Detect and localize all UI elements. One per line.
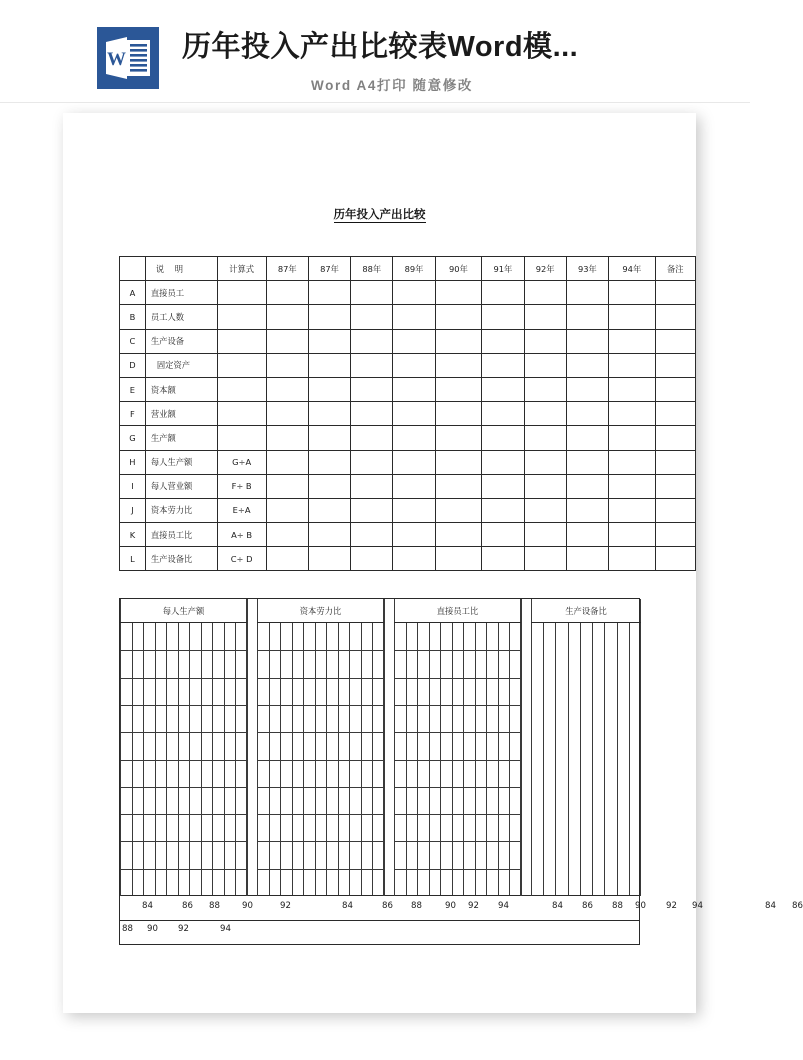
table-row	[120, 377, 696, 401]
cell-C-89年[interactable]	[393, 329, 435, 353]
axis-tick-label: 94	[498, 901, 509, 911]
row-label-B: 员工人数	[145, 305, 217, 329]
axis-tick-label: 92	[468, 901, 479, 911]
chart-panel-separator	[640, 599, 641, 896]
header-divider	[0, 102, 750, 103]
cell-F-91年[interactable]	[482, 402, 524, 426]
cell-D-87年[interactable]	[266, 353, 308, 377]
chart-gridline-vertical	[568, 623, 569, 896]
cell-B-88年[interactable]	[351, 305, 393, 329]
cell-C-88年[interactable]	[351, 329, 393, 353]
chart-grid-block	[119, 598, 640, 895]
cell-L-94年[interactable]	[609, 547, 656, 571]
cell-C-91年[interactable]	[482, 329, 524, 353]
cell-K-88年[interactable]	[351, 523, 393, 547]
cell-note-A[interactable]	[655, 281, 695, 305]
cell-E-90年[interactable]	[435, 377, 482, 401]
cell-F-89年[interactable]	[393, 402, 435, 426]
chart-gridline-horizontal	[257, 841, 384, 842]
chart-plot-area-3[interactable]	[394, 623, 521, 896]
row-formula-F	[217, 402, 266, 426]
cell-G-93年[interactable]	[566, 426, 608, 450]
cell-note-C[interactable]	[655, 329, 695, 353]
chart-panel-separator	[531, 599, 532, 896]
cell-H-91年[interactable]	[482, 450, 524, 474]
cell-D-88年[interactable]	[351, 353, 393, 377]
row-key-F: F	[120, 402, 146, 426]
axis-tick-label: 84	[342, 901, 353, 911]
cell-C-94年[interactable]	[609, 329, 656, 353]
cell-K-94年[interactable]	[609, 523, 656, 547]
cell-A-92年[interactable]	[524, 281, 566, 305]
cell-C-92年[interactable]	[524, 329, 566, 353]
document-heading	[63, 206, 696, 222]
cell-note-E[interactable]	[655, 377, 695, 401]
page-header-banner	[0, 0, 750, 103]
cell-I-94年[interactable]	[609, 474, 656, 498]
axis-tick-label: 88	[612, 901, 623, 911]
cell-B-89年[interactable]	[393, 305, 435, 329]
th-year-3: 89年	[393, 257, 435, 281]
chart-gridline-horizontal	[120, 869, 247, 870]
cell-G-90年[interactable]	[435, 426, 482, 450]
row-label-C: 生产设备	[145, 329, 217, 353]
chart-panel-separator	[257, 599, 258, 896]
axis-tick-label: 86	[382, 901, 393, 911]
cell-note-L[interactable]	[655, 547, 695, 571]
cell-H-94年[interactable]	[609, 450, 656, 474]
chart-panel-title-3: 直接员工比	[394, 599, 521, 623]
cell-K-92年[interactable]	[524, 523, 566, 547]
th-year-8: 94年	[609, 257, 656, 281]
axis-tick-label: 90	[147, 924, 158, 934]
row-key-I: I	[120, 474, 146, 498]
axis-tick-label: 90	[635, 901, 646, 911]
axis-tick-label: 90	[445, 901, 456, 911]
cell-K-93年[interactable]	[566, 523, 608, 547]
document-page	[63, 113, 803, 1013]
cell-A-87年[interactable]	[308, 281, 350, 305]
chart-gridline-horizontal	[120, 650, 247, 651]
cell-H-87年[interactable]	[266, 450, 308, 474]
cell-A-90年[interactable]	[435, 281, 482, 305]
cell-note-B[interactable]	[655, 305, 695, 329]
chart-panel-separator	[394, 599, 395, 896]
row-formula-H: G÷A	[217, 450, 266, 474]
row-key-L: L	[120, 547, 146, 571]
cell-I-89年[interactable]	[393, 474, 435, 498]
row-key-J: J	[120, 498, 146, 522]
input-output-table	[119, 256, 696, 571]
cell-D-87年[interactable]	[308, 353, 350, 377]
cell-F-87年[interactable]	[308, 402, 350, 426]
chart-gridline-vertical	[580, 623, 581, 896]
row-label-H: 每人生产额	[145, 450, 217, 474]
table-row	[120, 450, 696, 474]
chart-plot-area-1[interactable]	[120, 623, 247, 896]
chart-gridline-horizontal	[257, 814, 384, 815]
cell-note-F[interactable]	[655, 402, 695, 426]
axis-tick-label: 88	[209, 901, 220, 911]
row-key-G: G	[120, 426, 146, 450]
cell-I-88年[interactable]	[351, 474, 393, 498]
cell-J-87年[interactable]	[266, 498, 308, 522]
chart-gridline-vertical	[543, 623, 544, 896]
cell-A-94年[interactable]	[609, 281, 656, 305]
cell-K-89年[interactable]	[393, 523, 435, 547]
cell-J-88年[interactable]	[351, 498, 393, 522]
table-row	[120, 547, 696, 571]
cell-H-87年[interactable]	[308, 450, 350, 474]
cell-L-91年[interactable]	[482, 547, 524, 571]
cell-J-93年[interactable]	[566, 498, 608, 522]
chart-gridline-horizontal	[394, 705, 521, 706]
axis-tick-label: 92	[666, 901, 677, 911]
axis-tick-label: 88	[122, 924, 133, 934]
axis-tick-label: 92	[280, 901, 291, 911]
cell-I-93年[interactable]	[566, 474, 608, 498]
chart-panel-separator	[384, 599, 385, 896]
cell-G-91年[interactable]	[482, 426, 524, 450]
chart-panel-title-2: 资本劳力比	[257, 599, 384, 623]
table-row	[120, 402, 696, 426]
cell-F-90年[interactable]	[435, 402, 482, 426]
cell-K-91年[interactable]	[482, 523, 524, 547]
chart-gridline-horizontal	[120, 787, 247, 788]
table-row	[120, 498, 696, 522]
cell-C-93年[interactable]	[566, 329, 608, 353]
chart-gridline-horizontal	[257, 650, 384, 651]
chart-panel-4	[531, 599, 641, 896]
table-body	[120, 281, 696, 571]
chart-gridline-vertical	[617, 623, 618, 896]
chart-gridline-horizontal	[120, 760, 247, 761]
cell-E-93年[interactable]	[566, 377, 608, 401]
cell-H-92年[interactable]	[524, 450, 566, 474]
row-formula-G	[217, 426, 266, 450]
cell-E-87年[interactable]	[266, 377, 308, 401]
cell-E-91年[interactable]	[482, 377, 524, 401]
row-formula-I: F÷ B	[217, 474, 266, 498]
axis-tick-label: 92	[178, 924, 189, 934]
cell-B-92年[interactable]	[524, 305, 566, 329]
cell-L-93年[interactable]	[566, 547, 608, 571]
document-heading-text: 历年投入产出比较	[333, 207, 426, 221]
table-row	[120, 474, 696, 498]
th-year-5: 91年	[482, 257, 524, 281]
cell-A-89年[interactable]	[393, 281, 435, 305]
cell-A-93年[interactable]	[566, 281, 608, 305]
chart-panel-separator	[521, 599, 522, 896]
th-description: 说 明	[145, 257, 217, 281]
chart-panel-2	[257, 599, 384, 896]
th-key	[120, 257, 146, 281]
cell-G-89年[interactable]	[393, 426, 435, 450]
cell-F-87年[interactable]	[266, 402, 308, 426]
cell-K-90年[interactable]	[435, 523, 482, 547]
cell-B-93年[interactable]	[566, 305, 608, 329]
cell-A-87年[interactable]	[266, 281, 308, 305]
table-header-row	[120, 257, 696, 281]
chart-gridline-horizontal	[120, 678, 247, 679]
axis-tick-label: 86	[582, 901, 593, 911]
chart-gridline-horizontal	[394, 787, 521, 788]
axis-tick-label: 86	[182, 901, 193, 911]
cell-L-87年[interactable]	[308, 547, 350, 571]
cell-C-90年[interactable]	[435, 329, 482, 353]
row-key-E: E	[120, 377, 146, 401]
cell-note-K[interactable]	[655, 523, 695, 547]
cell-L-89年[interactable]	[393, 547, 435, 571]
cell-F-92年[interactable]	[524, 402, 566, 426]
axis-tick-label: 84	[552, 901, 563, 911]
axis-label-row-1	[119, 895, 803, 921]
row-formula-E	[217, 377, 266, 401]
chart-panel-title-4: 生产设备比	[531, 599, 641, 623]
th-year-6: 92年	[524, 257, 566, 281]
th-year-2: 88年	[351, 257, 393, 281]
cell-note-J[interactable]	[655, 498, 695, 522]
page-title: 历年投入产出比较表Word模...	[182, 31, 579, 63]
row-label-L: 生产设备比	[145, 547, 217, 571]
cell-F-88年[interactable]	[351, 402, 393, 426]
row-formula-L: C÷ D	[217, 547, 266, 571]
row-label-F: 营业额	[145, 402, 217, 426]
chart-gridline-horizontal	[120, 732, 247, 733]
cell-note-D[interactable]	[655, 353, 695, 377]
chart-panel-separator	[120, 599, 121, 896]
th-year-0: 87年	[266, 257, 308, 281]
cell-C-87年[interactable]	[266, 329, 308, 353]
cell-K-87年[interactable]	[266, 523, 308, 547]
cell-K-87年[interactable]	[308, 523, 350, 547]
row-label-J: 资本劳力比	[145, 498, 217, 522]
cell-B-91年[interactable]	[482, 305, 524, 329]
table-row	[120, 281, 696, 305]
chart-gridline-horizontal	[394, 650, 521, 651]
row-key-A: A	[120, 281, 146, 305]
chart-gridline-horizontal	[394, 841, 521, 842]
cell-E-94年[interactable]	[609, 377, 656, 401]
table-head	[120, 257, 696, 281]
cell-G-88年[interactable]	[351, 426, 393, 450]
cell-E-89年[interactable]	[393, 377, 435, 401]
page-subtitle: Word A4打印 随意修改	[311, 78, 473, 93]
table-row	[120, 305, 696, 329]
cell-L-90年[interactable]	[435, 547, 482, 571]
cell-B-90年[interactable]	[435, 305, 482, 329]
row-label-D: 固定资产	[145, 353, 217, 377]
chart-gridline-vertical	[604, 623, 605, 896]
cell-D-94年[interactable]	[609, 353, 656, 377]
cell-A-88年[interactable]	[351, 281, 393, 305]
table-row	[120, 329, 696, 353]
cell-G-87年[interactable]	[308, 426, 350, 450]
axis-tick-label: 94	[220, 924, 231, 934]
chart-panel-separator	[247, 599, 248, 896]
cell-I-92年[interactable]	[524, 474, 566, 498]
cell-G-94年[interactable]	[609, 426, 656, 450]
word-document-icon	[97, 27, 159, 89]
cell-H-90年[interactable]	[435, 450, 482, 474]
cell-I-90年[interactable]	[435, 474, 482, 498]
cell-J-94年[interactable]	[609, 498, 656, 522]
table-row	[120, 426, 696, 450]
chart-gridline-horizontal	[394, 760, 521, 761]
cell-J-87年[interactable]	[308, 498, 350, 522]
chart-gridline-horizontal	[257, 869, 384, 870]
cell-L-88年[interactable]	[351, 547, 393, 571]
cell-J-92年[interactable]	[524, 498, 566, 522]
chart-gridline-horizontal	[394, 678, 521, 679]
cell-J-91年[interactable]	[482, 498, 524, 522]
chart-gridline-horizontal	[394, 869, 521, 870]
chart-panel-1	[120, 599, 247, 896]
chart-gridline-horizontal	[394, 732, 521, 733]
cell-G-92年[interactable]	[524, 426, 566, 450]
cell-L-87年[interactable]	[266, 547, 308, 571]
axis-label-row-2	[119, 921, 640, 945]
cell-I-87年[interactable]	[266, 474, 308, 498]
row-key-C: C	[120, 329, 146, 353]
chart-gridline-horizontal	[120, 705, 247, 706]
row-key-K: K	[120, 523, 146, 547]
cell-H-89年[interactable]	[393, 450, 435, 474]
row-formula-B	[217, 305, 266, 329]
th-year-4: 90年	[435, 257, 482, 281]
row-label-A: 直接员工	[145, 281, 217, 305]
cell-E-88年[interactable]	[351, 377, 393, 401]
th-year-7: 93年	[566, 257, 608, 281]
row-formula-K: A÷ B	[217, 523, 266, 547]
row-key-H: H	[120, 450, 146, 474]
axis-tick-label: 94	[692, 901, 703, 911]
row-label-E: 资本额	[145, 377, 217, 401]
cell-B-94年[interactable]	[609, 305, 656, 329]
chart-gridline-vertical	[555, 623, 556, 896]
row-formula-C	[217, 329, 266, 353]
cell-note-G[interactable]	[655, 426, 695, 450]
cell-A-91年[interactable]	[482, 281, 524, 305]
th-formula: 计算式	[217, 257, 266, 281]
cell-E-87年[interactable]	[308, 377, 350, 401]
th-year-1: 87年	[308, 257, 350, 281]
table-row	[120, 523, 696, 547]
cell-note-I[interactable]	[655, 474, 695, 498]
axis-tick-label: 84	[765, 901, 776, 911]
row-key-D: D	[120, 353, 146, 377]
cell-C-87年[interactable]	[308, 329, 350, 353]
row-formula-A	[217, 281, 266, 305]
chart-gridline-horizontal	[257, 760, 384, 761]
axis-tick-label: 84	[142, 901, 153, 911]
cell-B-87年[interactable]	[266, 305, 308, 329]
chart-gridline-horizontal	[257, 787, 384, 788]
cell-E-92年[interactable]	[524, 377, 566, 401]
svg-text:W: W	[107, 49, 126, 70]
cell-H-88年[interactable]	[351, 450, 393, 474]
row-formula-D	[217, 353, 266, 377]
cell-F-94年[interactable]	[609, 402, 656, 426]
chart-panel-3	[394, 599, 521, 896]
cell-I-87年[interactable]	[308, 474, 350, 498]
chart-gridline-vertical	[592, 623, 593, 896]
cell-B-87年[interactable]	[308, 305, 350, 329]
cell-D-92年[interactable]	[524, 353, 566, 377]
chart-gridline-horizontal	[257, 705, 384, 706]
chart-plot-area-4[interactable]	[531, 623, 641, 896]
th-note: 备注	[655, 257, 695, 281]
row-label-K: 直接员工比	[145, 523, 217, 547]
chart-gridline-horizontal	[257, 678, 384, 679]
row-key-B: B	[120, 305, 146, 329]
cell-D-89年[interactable]	[393, 353, 435, 377]
table-row	[120, 353, 696, 377]
cell-D-91年[interactable]	[482, 353, 524, 377]
axis-tick-label: 90	[242, 901, 253, 911]
cell-D-93年[interactable]	[566, 353, 608, 377]
axis-tick-label: 86	[792, 901, 803, 911]
chart-plot-area-2[interactable]	[257, 623, 384, 896]
row-label-G: 生产额	[145, 426, 217, 450]
cell-H-93年[interactable]	[566, 450, 608, 474]
cell-J-90年[interactable]	[435, 498, 482, 522]
cell-G-87年[interactable]	[266, 426, 308, 450]
chart-gridline-horizontal	[120, 814, 247, 815]
cell-D-90年[interactable]	[435, 353, 482, 377]
cell-F-93年[interactable]	[566, 402, 608, 426]
cell-J-89年[interactable]	[393, 498, 435, 522]
cell-L-92年[interactable]	[524, 547, 566, 571]
cell-I-91年[interactable]	[482, 474, 524, 498]
row-label-I: 每人营业额	[145, 474, 217, 498]
chart-gridline-horizontal	[257, 732, 384, 733]
chart-gridline-horizontal	[394, 814, 521, 815]
cell-note-H[interactable]	[655, 450, 695, 474]
chart-panel-title-1: 每人生产额	[120, 599, 247, 623]
chart-gridline-horizontal	[120, 841, 247, 842]
chart-gridline-vertical	[629, 623, 630, 896]
axis-tick-label: 88	[411, 901, 422, 911]
row-formula-J: E÷A	[217, 498, 266, 522]
